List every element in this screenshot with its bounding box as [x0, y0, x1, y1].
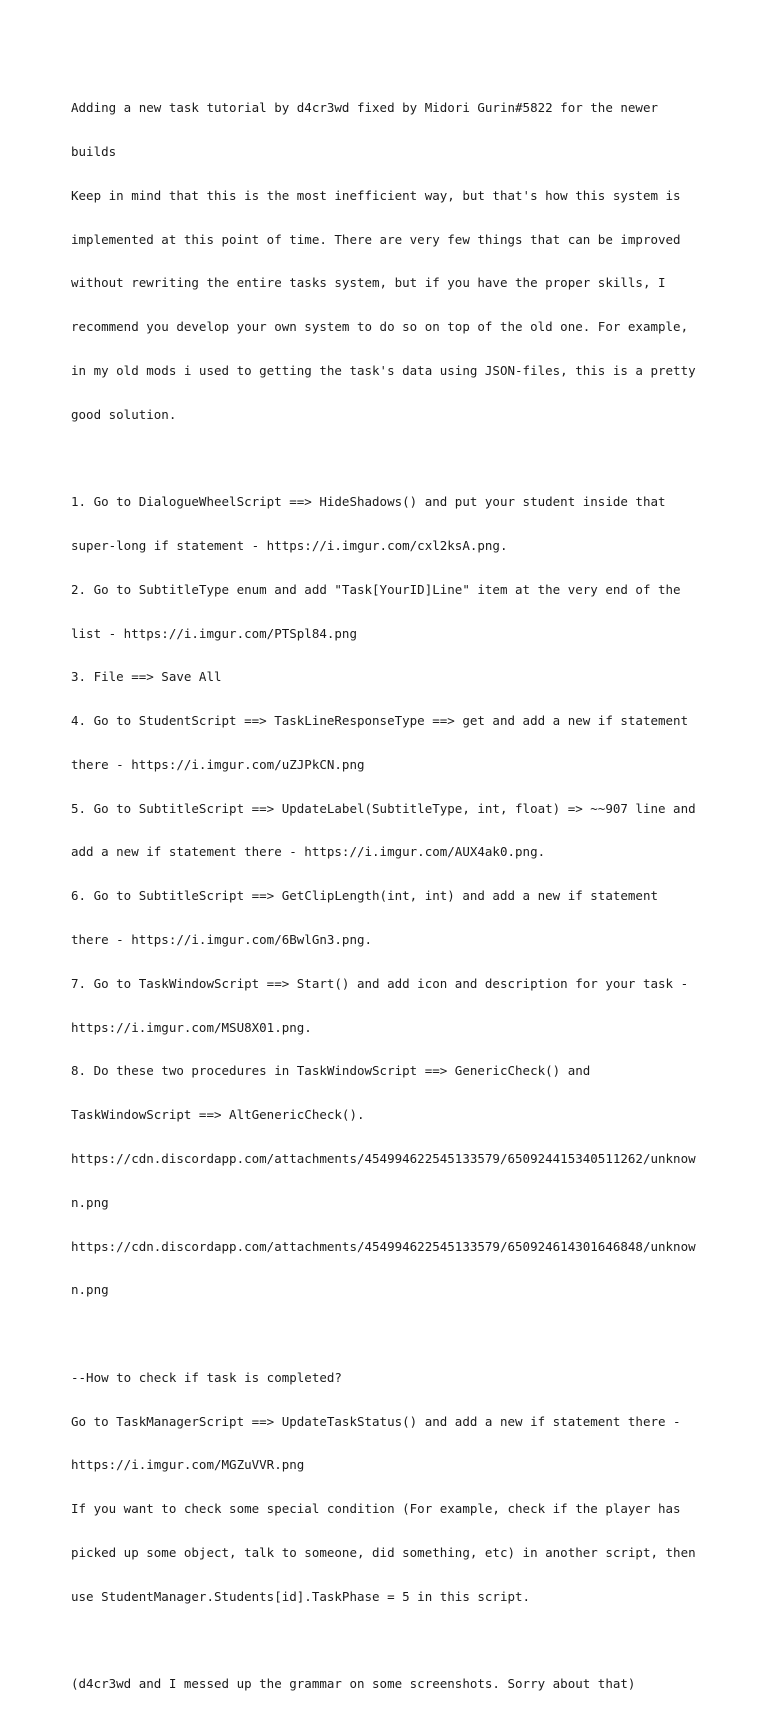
- text-line: picked up some object, talk to someone, did something, etc) in another script, then: [71, 1544, 696, 1560]
- text-line: https://i.imgur.com/MSU8X01.png.: [71, 1019, 312, 1035]
- text-line: 6. Go to SubtitleScript ==> GetClipLength(int, int) and add a new if statement: [71, 888, 658, 904]
- text-line: recommend you develop your own system to do so on top of the old one. For example,: [71, 319, 689, 335]
- text-line: there - https://i.imgur.com/uZJPkCN.png: [71, 756, 365, 772]
- text-line: Adding a new task tutorial by d4cr3wd fixed by Midori Gurin#5822 for the newer: [71, 100, 658, 116]
- text-line: --How to check if task is completed?: [71, 1369, 342, 1385]
- text-line: TaskWindowScript ==> AltGenericCheck().: [71, 1107, 365, 1123]
- text-line: 4. Go to StudentScript ==> TaskLineResponseType ==> get and add a new if statement: [71, 713, 689, 729]
- text-line: builds: [71, 143, 117, 159]
- text-line: 2. Go to SubtitleType enum and add "Task[YourID]Line" item at the very end of the: [71, 581, 681, 597]
- text-line: https://i.imgur.com/MGZuVVR.png: [71, 1457, 305, 1473]
- document-text: [71, 72, 703, 1721]
- text-line: add a new if statement there - https://i.imgur.com/AUX4ak0.png.: [71, 844, 546, 860]
- text-line: 7. Go to TaskWindowScript ==> Start() and add icon and description for your task -: [71, 975, 689, 991]
- text-line: If you want to check some special condition (For example, check if the player has: [71, 1501, 681, 1517]
- text-line: implemented at this point of time. There are very few things that can be improved: [71, 231, 681, 247]
- text-line: n.png: [71, 1194, 109, 1210]
- text-line: there - https://i.imgur.com/6BwlGn3.png.: [71, 932, 373, 948]
- text-line: 1. Go to DialogueWheelScript ==> HideShadows() and put your student inside that: [71, 494, 666, 510]
- text-line: Keep in mind that this is the most inefficient way, but that's how this system is: [71, 187, 681, 203]
- text-line: https://cdn.discordapp.com/attachments/454994622545133579/650924614301646848/unknow: [71, 1238, 696, 1254]
- blank-line: [71, 1327, 703, 1342]
- text-line: super-long if statement - https://i.imgur.com/cxl2ksA.png.: [71, 538, 508, 553]
- text-line: 3. File ==> Save All: [71, 669, 222, 685]
- text-line: list - https://i.imgur.com/PTSpl84.png: [71, 625, 357, 641]
- text-line: in my old mods i used to getting the task's data using JSON-files, this is a pretty: [71, 362, 696, 378]
- text-line: 8. Do these two procedures in TaskWindowScript ==> GenericCheck() and: [71, 1063, 591, 1079]
- text-line: without rewriting the entire tasks system, but if you have the proper skills, I: [71, 275, 666, 291]
- text-line: use StudentManager.Students[id].TaskPhase = 5 in this script.: [71, 1588, 531, 1604]
- blank-line: [71, 451, 703, 466]
- text-line: good solution.: [71, 406, 177, 422]
- text-line: (d4cr3wd and I messed up the grammar on some screenshots. Sorry about that): [71, 1676, 636, 1692]
- text-line: 5. Go to SubtitleScript ==> UpdateLabel(SubtitleType, int, float) => ~~907 line and: [71, 800, 696, 816]
- text-line: Go to TaskManagerScript ==> UpdateTaskStatus() and add a new if statement there -: [71, 1413, 681, 1429]
- text-line: https://cdn.discordapp.com/attachments/454994622545133579/650924415340511262/unknow: [71, 1150, 696, 1166]
- text-line: n.png: [71, 1282, 109, 1298]
- blank-line: [71, 1634, 703, 1649]
